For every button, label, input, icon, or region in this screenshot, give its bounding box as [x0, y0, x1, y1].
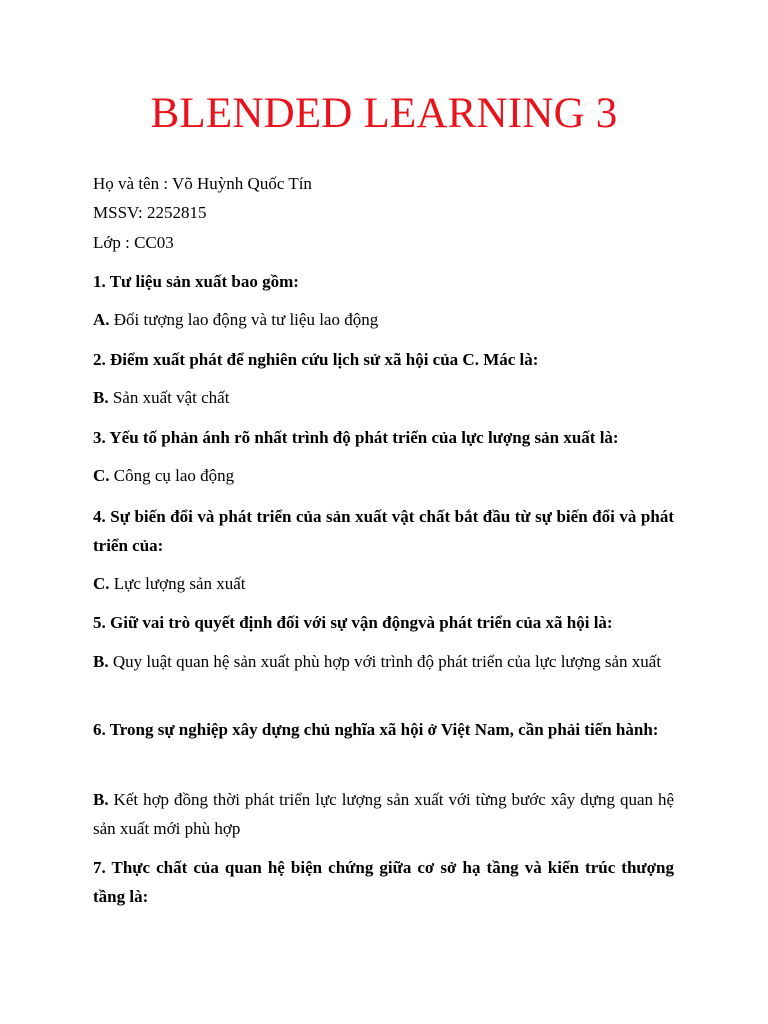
answer-1-text: Đối tượng lao động và tư liệu lao động — [109, 310, 379, 329]
answer-5-text: Quy luật quan hệ sản xuất phù hợp với trình độ phát triển của lực lượng sản xuất — [108, 652, 662, 671]
answer-1 — [93, 305, 674, 334]
answer-3-letter: C. — [93, 466, 110, 485]
question-5: 5. Giữ vai trò quyết định đối với sự vận độngvà phát triển của xã hội là: — [93, 613, 613, 632]
student-class: Lớp : CC03 — [93, 233, 174, 252]
answer-1-letter: A. — [93, 310, 110, 329]
question-6: 6. Trong sự nghiệp xây dựng chủ nghĩa xã hội ở Việt Nam, cần phải tiến hành: — [93, 720, 659, 739]
answer-4-letter: C. — [93, 574, 110, 593]
student-name: Họ và tên : Võ Huỳnh Quốc Tín — [93, 174, 312, 193]
document-title: BLENDED LEARNING 3 — [150, 90, 618, 137]
question-7: 7. Thực chất của quan hệ biện chứng giữa cơ sở hạ tầng và kiến trúc thượng tầng là: — [93, 858, 674, 906]
answer-3 — [93, 461, 674, 490]
answer-6-text: Kết hợp đồng thời phát triển lực lượng sản xuất với từng bước xây dựng quan hệ sản xuất mới phù hợp — [93, 790, 674, 838]
answer-4 — [93, 569, 674, 598]
answer-5-letter: B. — [93, 652, 109, 671]
question-2: 2. Điểm xuất phát để nghiên cứu lịch sử xã hội của C. Mác là: — [93, 350, 539, 369]
question-4: 4. Sự biến đổi và phát triển của sản xuất vật chất bắt đầu từ sự biến đổi và phát triển của: — [93, 507, 674, 555]
answer-5 — [93, 647, 674, 676]
student-id: MSSV: 2252815 — [93, 203, 207, 222]
answer-4-text: Lực lượng sản xuất — [109, 574, 246, 593]
answer-6 — [93, 785, 674, 843]
answer-6-letter: B. — [93, 790, 109, 809]
question-3: 3. Yếu tố phản ánh rõ nhất trình độ phát triển của lực lượng sản xuất là: — [93, 428, 619, 447]
answer-3-text: Công cụ lao động — [109, 466, 235, 485]
answer-2-text: Sản xuất vật chất — [108, 388, 230, 407]
answer-2 — [93, 383, 674, 412]
question-1: 1. Tư liệu sản xuất bao gồm: — [93, 272, 299, 291]
answer-2-letter: B. — [93, 388, 109, 407]
